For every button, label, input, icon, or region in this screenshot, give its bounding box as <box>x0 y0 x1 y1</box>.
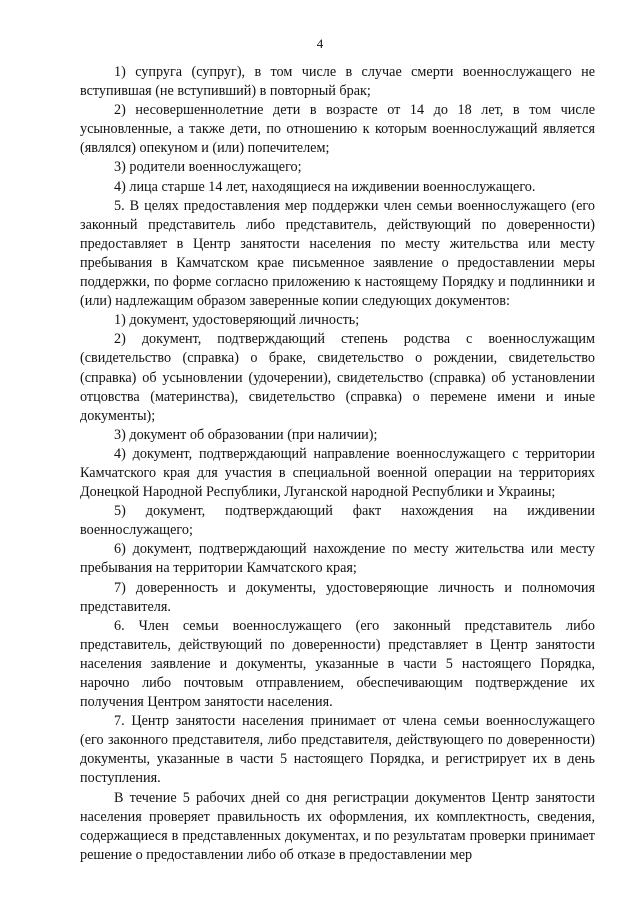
paragraph: 1) документ, удостоверяющий личность; <box>114 312 360 329</box>
paragraph: 5. В целях предоставления мер поддержки член семьи военнослужащего (его законный представитель либо представитель, действующий по доверенности) предоставляет в Центр занятости населения по месту жительства или месту пребывания в Камчатском крае письменное заявление о предоставлении меры поддержки, по форме согласно приложению к настоящему Порядку и подлинники и (или) надлежащим образом заверенные копии следующих документов: <box>80 197 595 310</box>
paragraph: 1) супруга (супруг), в том числе в случае смерти военнослужащего не вступившая (не вступивший) в повторный брак; <box>80 64 595 100</box>
document-body <box>80 63 595 865</box>
paragraph: 2) несовершеннолетние дети в возрасте от 14 до 18 лет, в том числе усыновленные, а также дети, по отношению к которым военнослужащий является (являлся) опекуном и (или) попечителем; <box>80 102 595 157</box>
paragraph: 4) документ, подтверждающий направление военнослужащего с территории Камчатского края для участия в специальной военной операции на территориях Донецкой Народной Республики, Луганской народной Республики и Украины; <box>80 445 595 501</box>
paragraph: 6) документ, подтверждающий нахождение по месту жительства или месту пребывания на территории Камчатского края; <box>80 541 595 577</box>
paragraph: 4) лица старше 14 лет, находящиеся на иждивении военнослужащего. <box>114 178 536 195</box>
paragraph: 5) документ, подтверждающий факт нахождения на иждивении военнослужащего; <box>80 503 595 539</box>
paragraph: 3) документ об образовании (при наличии); <box>114 426 378 443</box>
paragraph: 7. Центр занятости населения принимает от члена семьи военнослужащего (его законного представителя, либо представителя, действующего по доверенности) документы, указанные в части 5 настоящего Порядка, и регистрирует их в день поступления. <box>80 713 595 787</box>
page-number: 4 <box>316 36 324 51</box>
paragraph: 7) доверенность и документы, удостоверяющие личность и полномочия представителя. <box>80 579 595 615</box>
paragraph: 2) документ, подтверждающий степень родства с военнослужащим (свидетельство (справка) о браке, свидетельство о рождении, свидетельство (справка) об усыновлении (удочерении), свидетельство (справка) об установлении отцовства (материнства), свидетельство (справка) о перемене имени и иные документы); <box>80 331 595 424</box>
paragraph: В течение 5 рабочих дней со дня регистрации документов Центр занятости населения проверяет правильность их оформления, их комплектность, сведения, содержащиеся в представленных документах, и по результатам проверки принимает решение о предоставлении либо об отказе в предоставлении мер <box>80 789 595 863</box>
paragraph: 3) родители военнослужащего; <box>114 159 302 176</box>
paragraph: 6. Член семьи военнослужащего (его законный представитель либо представитель, действующий по доверенности) представляет в Центр занятости населения заявление и документы, указанные в части 5 настоящего Порядка, нарочно либо почтовым отправлением, обеспечивающим подтверждение их получения Центром занятости населения. <box>80 617 595 711</box>
